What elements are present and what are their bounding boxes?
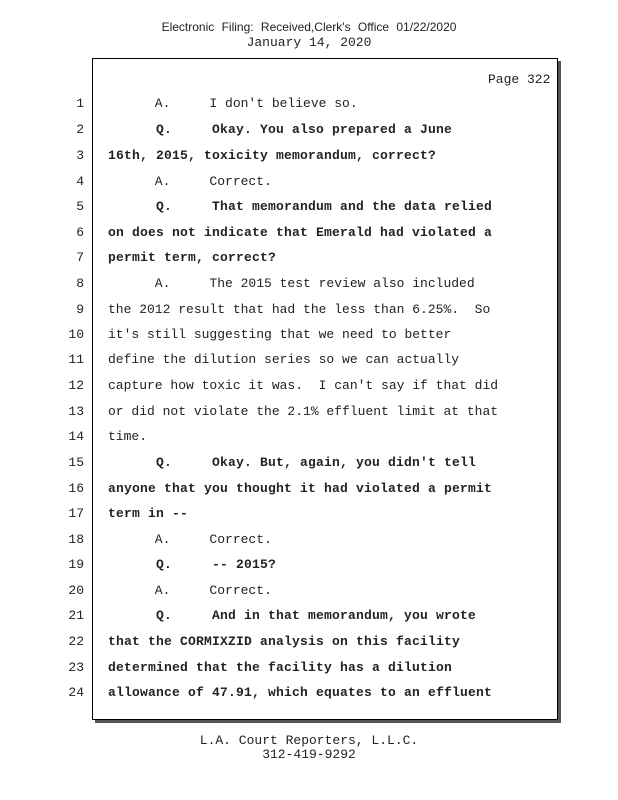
line-text: the 2012 result that had the less than 6.25%. So: [108, 302, 491, 317]
line-number: 2: [76, 122, 84, 137]
line-text: determined that the facility has a dilution: [108, 660, 453, 675]
header-date: January 14, 2020: [246, 35, 372, 50]
line-number: 3: [76, 148, 84, 163]
line-number: 20: [68, 583, 84, 598]
line-text: term in --: [108, 506, 189, 521]
page-number: Page 322: [488, 72, 551, 87]
line-number: 17: [68, 506, 84, 521]
line-number: 9: [76, 302, 84, 317]
filing-stamp: Electronic Filing: Received,Clerk's Office 01/22/2020: [161, 20, 457, 34]
line-text: anyone that you thought it had violated a permit: [108, 481, 493, 496]
line-number: 5: [76, 199, 84, 214]
line-number: 21: [68, 608, 84, 623]
line-number: 1: [76, 96, 84, 111]
footer-phone: 312-419-9292: [262, 747, 356, 762]
line-number: 7: [76, 250, 84, 265]
line-text: Q. Okay. You also prepared a June: [108, 122, 453, 137]
line-number: 6: [76, 225, 84, 240]
line-text: A. I don't believe so.: [108, 96, 358, 111]
line-text: allowance of 47.91, which equates to an effluent: [108, 685, 493, 700]
line-number: 4: [76, 174, 84, 189]
line-text: capture how toxic it was. I can't say if that did: [108, 378, 499, 393]
line-number: 18: [68, 532, 84, 547]
line-number: 24: [68, 685, 84, 700]
line-number: 10: [68, 327, 84, 342]
line-text: A. Correct.: [108, 583, 272, 598]
footer-reporter: L.A. Court Reporters, L.L.C.: [199, 733, 419, 748]
line-number: 22: [68, 634, 84, 649]
line-text: 16th, 2015, toxicity memorandum, correct?: [108, 148, 437, 163]
line-number: 23: [68, 660, 84, 675]
line-number: 12: [68, 378, 84, 393]
line-text: Q. Okay. But, again, you didn't tell: [108, 455, 477, 470]
line-number: 8: [76, 276, 84, 291]
line-number: 19: [68, 557, 84, 572]
line-text: A. Correct.: [108, 532, 272, 547]
line-number: 14: [68, 429, 84, 444]
line-text: A. Correct.: [108, 174, 272, 189]
line-text: permit term, correct?: [108, 250, 277, 265]
line-number: 13: [68, 404, 84, 419]
line-text: or did not violate the 2.1% effluent limit at that: [108, 404, 499, 419]
line-text: time.: [108, 429, 148, 444]
line-text: Q. That memorandum and the data relied: [108, 199, 493, 214]
line-text: it's still suggesting that we need to better: [108, 327, 452, 342]
line-text: Q. And in that memorandum, you wrote: [108, 608, 477, 623]
line-text: Q. -- 2015?: [108, 557, 277, 572]
line-text: A. The 2015 test review also included: [108, 276, 475, 291]
line-text: that the CORMIXZID analysis on this facility: [108, 634, 461, 649]
line-number: 16: [68, 481, 84, 496]
line-number: 15: [68, 455, 84, 470]
line-text: on does not indicate that Emerald had violated a: [108, 225, 493, 240]
line-number: 11: [68, 352, 84, 367]
line-text: define the dilution series so we can actually: [108, 352, 460, 367]
